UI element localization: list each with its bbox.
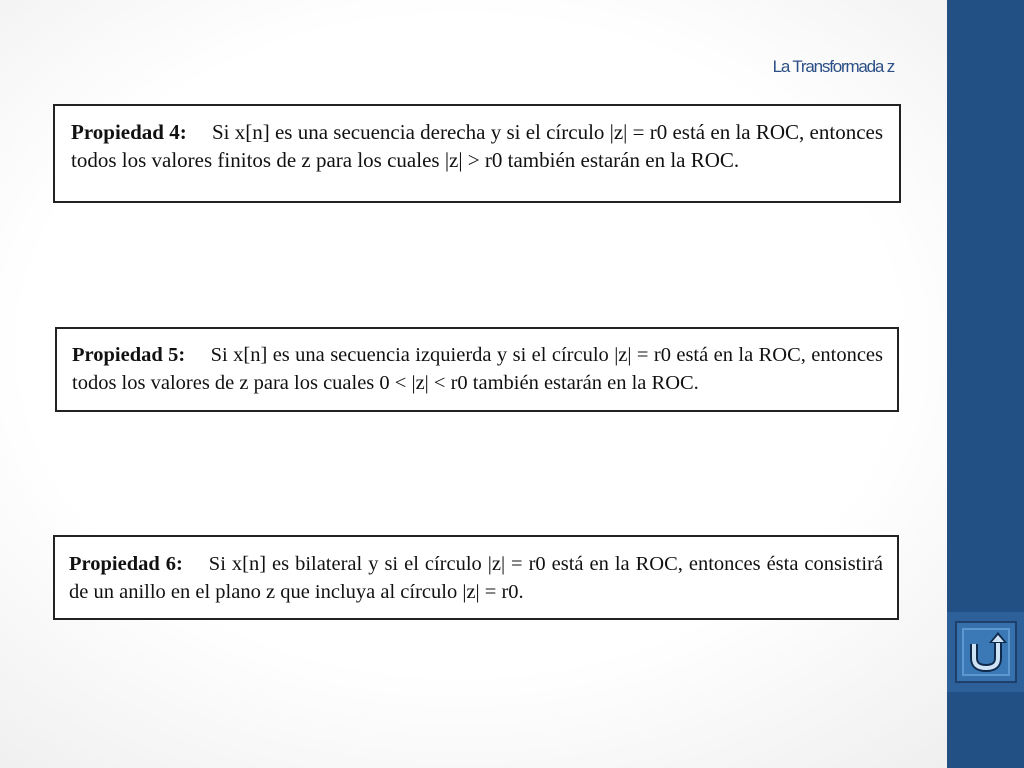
property-6-text: Si x[n] es bilateral y si el círculo |z| = r0 está en la ROC, entonces ésta consistirá de un anillo en el plano z que incluya al círculo |z| = r0.: [69, 553, 883, 603]
property-5-text: Si x[n] es una secuencia izquierda y si el círculo |z| = r0 está en la ROC, entonces todos los valores de z para los cuales 0 < |z| < r0 también estarán en la ROC.: [72, 344, 883, 394]
property-5-box: [55, 327, 899, 412]
u-turn-back-icon: [962, 628, 1010, 676]
property-4-box: [53, 104, 901, 203]
property-4-label: Propiedad 4:: [71, 120, 187, 144]
back-button[interactable]: [955, 621, 1017, 683]
property-5-paragraph: [72, 341, 883, 397]
property-6-label: Propiedad 6:: [69, 553, 183, 575]
property-4-paragraph: [71, 118, 883, 174]
property-6-box: [53, 535, 899, 620]
property-6-paragraph: [69, 550, 883, 606]
slide-title: La Transformada z: [772, 57, 894, 76]
property-5-label: Propiedad 5:: [72, 344, 186, 366]
property-4-text: Si x[n] es una secuencia derecha y si el círculo |z| = r0 está en la ROC, entonces todos los valores finitos de z para los cuales |z| > r0 también estarán en la ROC.: [71, 120, 884, 172]
